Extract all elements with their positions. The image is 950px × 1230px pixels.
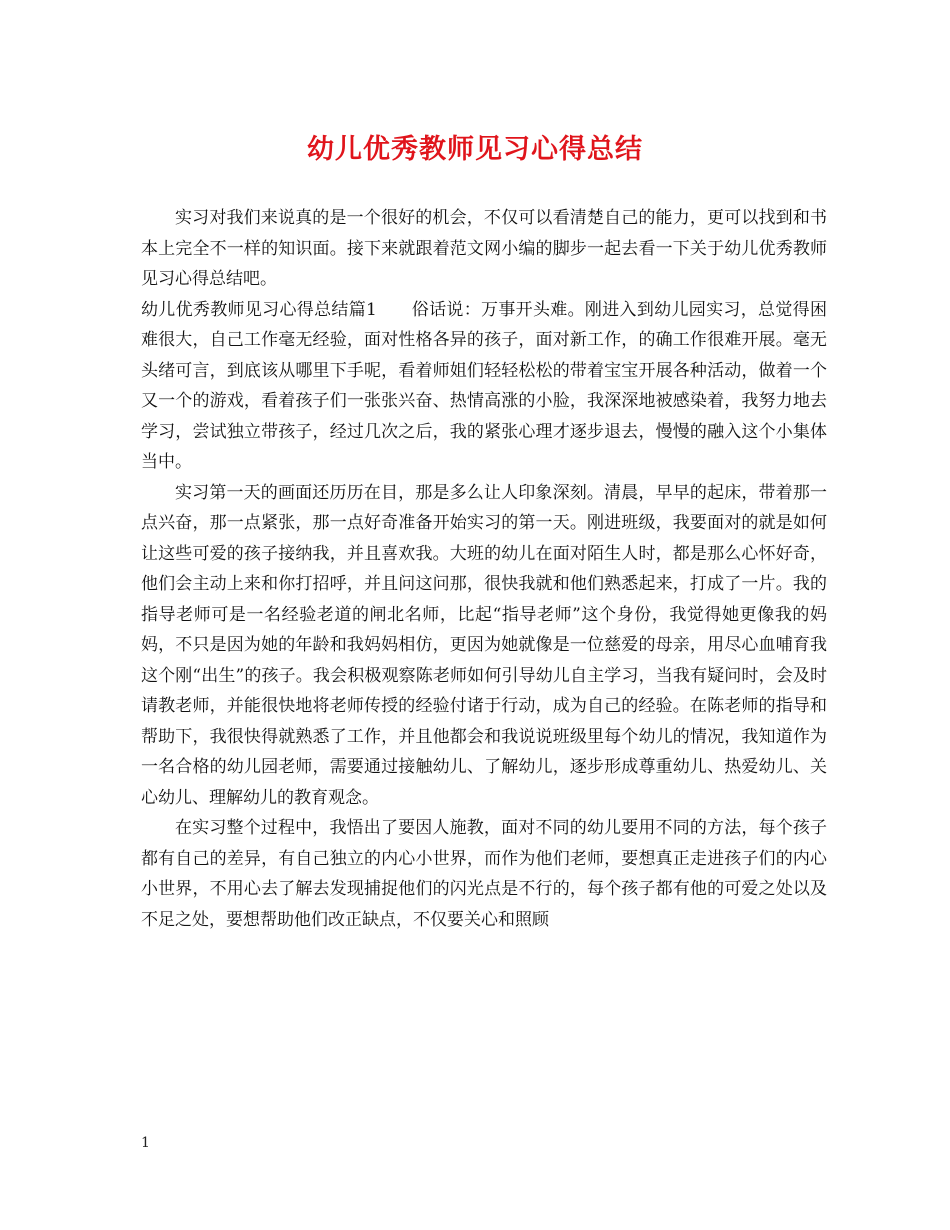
document-title: 幼儿优秀教师见习心得总结 bbox=[307, 134, 643, 165]
page-number: 1 bbox=[141, 1135, 150, 1151]
document-body bbox=[141, 203, 827, 935]
paragraph-article-1: 幼儿优秀教师见习心得总结篇1 俗话说：万事开头难。刚进入到幼儿园实习，总觉得困难很大，自己工作毫无经验，面对性格各异的孩子，面对新工作，的确工作很难开展。毫无头绪可言，到底该从哪里下手呢，看着师姐们轻轻松松的带着宝宝开展各种活动，做着一个又一个的游戏，看着孩子们一张张兴奋、热情高涨的小脸，我深深地被感染着，我努力地去学习，尝试独立带孩子，经过几次之后，我的紧张心理才逐步退去，慢慢的融入这个小集体当中。 bbox=[141, 299, 827, 472]
paragraph-intro: 实习对我们来说真的是一个很好的机会，不仅可以看清楚自己的能力，更可以找到和书本上完全不一样的知识面。接下来就跟着范文网小编的脚步一起去看一下关于幼儿优秀教师见习心得总结吧。 bbox=[141, 208, 827, 289]
paragraph-teaching: 在实习整个过程中，我悟出了要因人施教，面对不同的幼儿要用不同的方法，每个孩子都有自己的差异，有自己独立的内心小世界，而作为他们老师，要想真正走进孩子们的内心小世界，不用心去了解去发现捕捉他们的闪光点是不行的，每个孩子都有他的可爱之处以及不足之处，要想帮助他们改正缺点，不仅要关心和照顾 bbox=[141, 818, 827, 930]
paragraph-first-day: 实习第一天的画面还历历在目，那是多么让人印象深刻。清晨，早早的起床，带着那一点兴奋，那一点紧张，那一点好奇准备开始实习的第一天。刚进班级，我要面对的就是如何让这些可爱的孩子接纳我，并且喜欢我。大班的幼儿在面对陌生人时，都是那么心怀好奇，他们会主动上来和你打招呼，并且问这问那，很快我就和他们熟悉起来，打成了一片。我的指导老师可是一名经验老道的闸北名师，比起“指导老师”这个身份，我觉得她更像我的妈妈，不只是因为她的年龄和我妈妈相仿，更因为她就像是一位慈爱的母亲，用尽心血哺育我这个刚“出生”的孩子。我会积极观察陈老师如何引导幼儿自主学习，当我有疑问时，会及时请教老师，并能很快地将老师传授的经验付诸于行动，成为自己的经验。在陈老师的指导和帮助下，我很快得就熟悉了工作，并且他都会和我说说班级里每个幼儿的情况，我知道作为一名合格的幼儿园老师，需要通过接触幼儿、了解幼儿，逐步形成尊重幼儿、热爱幼儿、关心幼儿、理解幼儿的教育观念。 bbox=[141, 482, 827, 808]
